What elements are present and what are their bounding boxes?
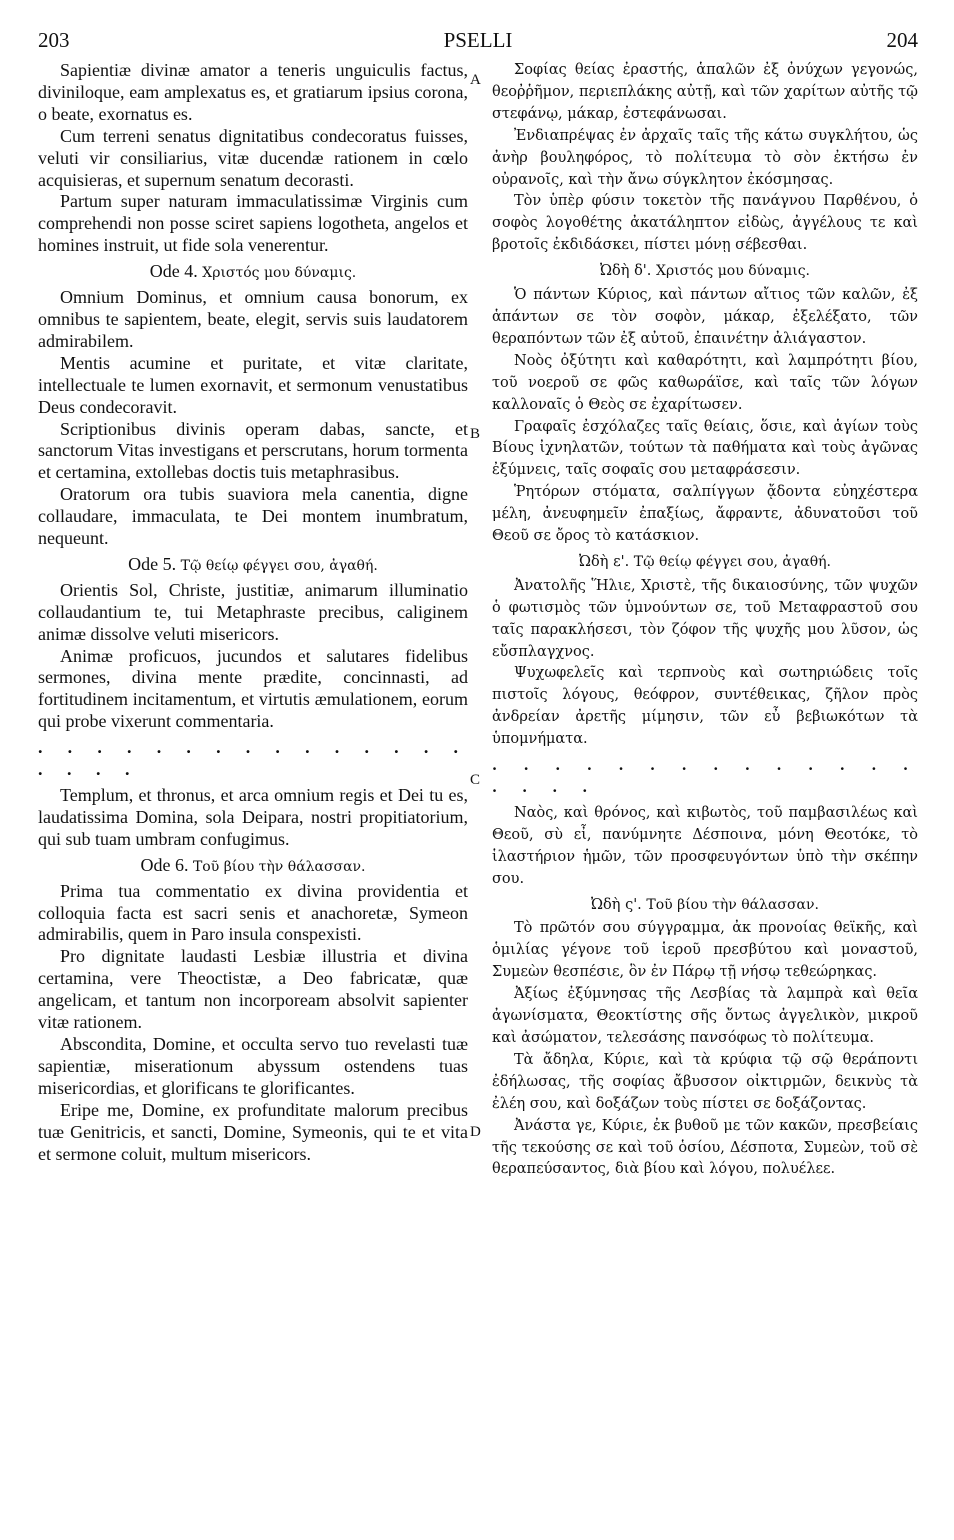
greek-paragraph: Σοφίας θείας ἐραστής, ἁπαλῶν ἐξ ὀνύχων γεγονώς, θεοῤῥῆμον, περιεπλάκης αὐτῇ, καὶ τῶν χαρίτων αὐτῆς τῷ στεφάνῳ, μάκαρ, ἐστεφάνωσαι. — [492, 62, 918, 122]
latin-paragraph: Templum, et thronus, et arca omnium regis et Dei tu es, laudatissima Domina, sola Deipara, nostri propitiatorium, qui sub tuam umbram confugimus. — [38, 785, 468, 849]
section-marker-d: D — [470, 1124, 481, 1140]
latin-paragraph: Eripe me, Domine, ex profunditate malorum precibus tuæ Genitricis, et sancti, Domine, Symeonis, qui te et vita et sermone coluit, multum misericors. — [38, 1099, 468, 1164]
latin-ode-heading — [38, 855, 468, 879]
section-marker-b: B — [470, 426, 481, 442]
section-marker-c: C — [470, 772, 481, 788]
ode-incipit: Τοῦ βίου τὴν θάλασσαν. — [192, 858, 366, 875]
latin-paragraph: Animæ proficuos, jucundos et salutares fidelibus sermones, divina mente prædite, concinnasti, ad fortitudinem incitamentum, et virtutis æmulationem, eorum qui probe vixerunt commentaria. — [38, 645, 468, 732]
greek-paragraph: Ῥητόρων στόματα, σαλπίγγων ᾄδοντα εὐηχέστερα μέλη, ἀνευφημεῖν ἐπαξίως, ἄφραντε, ἀδυνατοῦσι τοῦ Θεοῦ σε ὄρος τὸ κατάσκιον. — [492, 484, 918, 545]
greek-ode-heading — [492, 895, 918, 917]
latin-paragraph: Sapientiæ divinæ amator a teneris unguiculis factus, diviniloque, eam amplexatus es, et gratiarum ipsius corona, o beate, exornatus es. — [38, 60, 468, 124]
ode-label: Ode 6. — [140, 854, 189, 875]
left-page-number: 203 — [38, 28, 70, 52]
greek-paragraph: Τὸν ὑπὲρ φύσιν τοκετὸν τῆς πανάγνου Παρθένου, ὁ σοφὸς λογοθέτης ἀκατάληπτον εἰδὼς, ἀγγέλους τε καὶ βροτοῖς ἐκδιδάσκει, πίστει μόνῃ σέβεσθαι. — [492, 193, 918, 254]
greek-paragraph: Τὰ ἄδηλα, Κύριε, καὶ τὰ κρύφια τῷ σῷ θεράποντι ἐδήλωσας, τῆς σοφίας ἄβυσσον οἰκτιρμῶν, δεικνὺς τὰ ἐλέη σου, καὶ δοξάζων τοὺς πίστει σε δοξάζοντας. — [492, 1051, 918, 1112]
latin-paragraph: Pro dignitate laudasti Lesbiæ illustria et divina certamina, vere Theoctistæ, a Deo fabricatæ, quæ angelicam, et tantum non incorpoream absolvit sapienter vitæ rationem. — [38, 946, 468, 1033]
ode-incipit: Χριστός μου δύναμις. — [202, 265, 357, 282]
greek-paragraph: Ὁ πάντων Κύριος, καὶ πάντων αἴτιος τῶν καλῶν, ἐξ ἁπάντων σε τὸν σοφὸν, μάκαρ, ἐξελέξατο, τῶν θεραπόντων τῶν ἐξ αὐτοῦ, ἐπαινέτην ἀλιάγαστον. — [492, 287, 918, 347]
greek-omission-dots: . . . . . . . . . . . . . . . . . . — [492, 757, 918, 796]
greek-paragraph: Νοὸς ὀξύτητι καὶ καθαρότητι, καὶ λαμπρότητι βίου, τοῦ νοεροῦ σε φῶς καθωράϊσε, καὶ ταῖς τῶν λόγων καλλοναῖς ὁ Θεὸς σε ἐχαρίτωσεν. — [492, 352, 918, 413]
latin-paragraph: Orientis Sol, Christe, justitiæ, animarum illuminatio collaudantium te, tui Metaphraste precibus, caliginem animæ dissolve veluti misericors. — [38, 579, 468, 644]
latin-paragraph: Omnium Dominus, et omnium causa bonorum, ex omnibus te sapientem, beate, elegit, servis suis laudatorem admirabilem. — [38, 287, 468, 351]
greek-paragraph: Ἀνατολῆς Ἥλιε, Χριστὲ, τῆς δικαιοσύνης, τῶν ψυχῶν ὁ φωτισμὸς τῶν ὑμνούντων σε, τοῦ Μεταφραστοῦ σου ταῖς παρακλήσεσι, τὸν ζόφον τῆς ψυχῆς μου λῦσον, ὡς εὔσπλαγχνος. — [492, 577, 918, 660]
section-marker-a: A — [470, 72, 481, 88]
greek-paragraph: Ἀνάστα γε, Κύριε, ἐκ βυθοῦ με τῶν κακῶν, πρεσβείαις τῆς τεκούσης σε καὶ τοῦ ὁσίου, Δέσποτα, Συμεὼν, τοῦ σὲ θεραπεύσαντος, διὰ βίου καὶ λόγου, πολυέλεε. — [492, 1117, 918, 1178]
ode-incipit: Τῷ θείῳ φέγγει σου, ἀγαθή. — [180, 557, 378, 574]
running-title: PSELLI — [443, 28, 513, 52]
greek-paragraph: Τὸ πρῶτόν σου σύγγραμμα, ἀκ προνοίας θεϊκῆς, καὶ ὁμιλίας γέγονε τοῦ ἱεροῦ πρεσβύτου καὶ μοναστοῦ, Συμεὼν θεσπέσιε, ὃν ἐν Πάρῳ τῇ νήσῳ τεθεώρηκας. — [492, 920, 918, 981]
ode-label: Ὠδὴ ς'. — [591, 896, 642, 913]
greek-column — [492, 60, 918, 1181]
greek-paragraph: Ἐνδιαπρέψας ἐν ἀρχαῖς ταῖς τῆς κάτω συγκλήτου, ὡς ἀνὴρ βουληφόρος, τὸ πολίτευμα τὸ σὸν ἐκτήσω ἐν οὐρανοῖς, καὶ τὴν ἄνω σύγκλητον ἐκόσμησας. — [492, 127, 918, 188]
ode-incipit: Χριστός μου δύναμις. — [656, 263, 810, 280]
latin-paragraph: Mentis acumine et puritate, et vitæ claritate, intellectuale te lumen exornavit, et sermonum venustatibus Deus condecoravit. — [38, 352, 468, 417]
latin-paragraph: Partum super naturam immaculatissimæ Virginis cum comprehendi non posse sciret sapiens logotheta, angelos et homines instruit, ut fide sola venerentur. — [38, 191, 468, 256]
ode-label: Ὠδὴ δ'. — [600, 263, 652, 280]
latin-paragraph: Oratorum ora tubis suaviora mela canentia, digne collaudare, immaculata, te Dei montem inumbratum, nequeunt. — [38, 484, 468, 549]
page-header — [38, 28, 918, 58]
ode-incipit: Τοῦ βίου τὴν θάλασσαν. — [646, 896, 819, 913]
latin-ode-heading — [38, 554, 468, 578]
ode-label: Ode 4. — [149, 261, 198, 282]
latin-paragraph: Scriptionibus divinis operam dabas, sancte, et sanctorum Vitas investigans et perscrutans, horum tormenta et certamina, extollebas doctis tuis metaphrasibus. — [38, 418, 468, 483]
right-page-number: 204 — [886, 28, 918, 52]
latin-paragraph: Abscondita, Domine, et occulta servo tuo revelasti tuæ sapientiæ, miserationum abyssum ostendens tuas misericordias, et glorificans te glorificantes. — [38, 1033, 468, 1098]
ode-incipit: Τῷ θείῳ φέγγει σου, ἀγαθή. — [633, 553, 831, 570]
greek-paragraph: Ἀξίως ἐξύμνησας τῆς Λεσβίας τὰ λαμπρὰ καὶ θεῖα ἀγωνίσματα, Θεοκτίστης σῆς ὄντως ἀγγελικὸν, μικροῦ καὶ ἀσώματον, τελεσάσης πανσόφως τὸ πολίτευμα. — [492, 986, 918, 1046]
latin-paragraph: Prima tua commentatio ex divina providentia et colloquia facta est sacri senis et anachoretæ, Symeon admirabilis, quem in Paro insula conspexisti. — [38, 880, 468, 945]
latin-column — [38, 60, 468, 1165]
ode-label: Ode 5. — [128, 553, 177, 574]
latin-omission-dots: . . . . . . . . . . . . . . . . . . . — [38, 737, 468, 780]
ode-label: Ὠδὴ ε'. — [579, 553, 630, 570]
greek-paragraph: Γραφαῖς ἐσχόλαζες ταῖς θείαις, ὅσιε, καὶ ἁγίων τοὺς Βίους ἰχνηλατῶν, τούτων τὰ παθήματα καὶ τοὺς ἀγῶνας ἐξύμνεις, ταῖς σοφαῖς σου μεταφράσεσιν. — [492, 418, 918, 479]
greek-paragraph: Ψυχωφελεῖς καὶ τερπνοὺς καὶ σωτηριώδεις τοῖς πιστοῖς λόγους, θεόφρον, συντέθεικας, ζῆλον πρὸς ἀνδρείαν ἀρετῆς μίμησιν, τῶν εὖ βεβιωκότων τὰ ὑπομνήματα. — [492, 665, 918, 748]
greek-ode-heading — [492, 261, 918, 283]
greek-ode-heading — [492, 552, 918, 574]
latin-paragraph: Cum terreni senatus dignitatibus condecoratus fuisses, veluti vir consiliarius, vitæ ducendæ rationem in cœlo acquisieras, et supernum senatum decorasti. — [38, 125, 468, 190]
latin-ode-heading — [38, 261, 468, 285]
greek-paragraph: Ναὸς, καὶ θρόνος, καὶ κιβωτὸς, τοῦ παμβασιλέως καὶ Θεοῦ, σὺ εἶ, πανύμνητε Δέσποινα, μόνη Θεοτόκε, τὸ ἱλαστήριον ἡμῶν, τῶν προσφευγόντων ὑπὸ τὴν σκέπην σου. — [492, 804, 918, 887]
